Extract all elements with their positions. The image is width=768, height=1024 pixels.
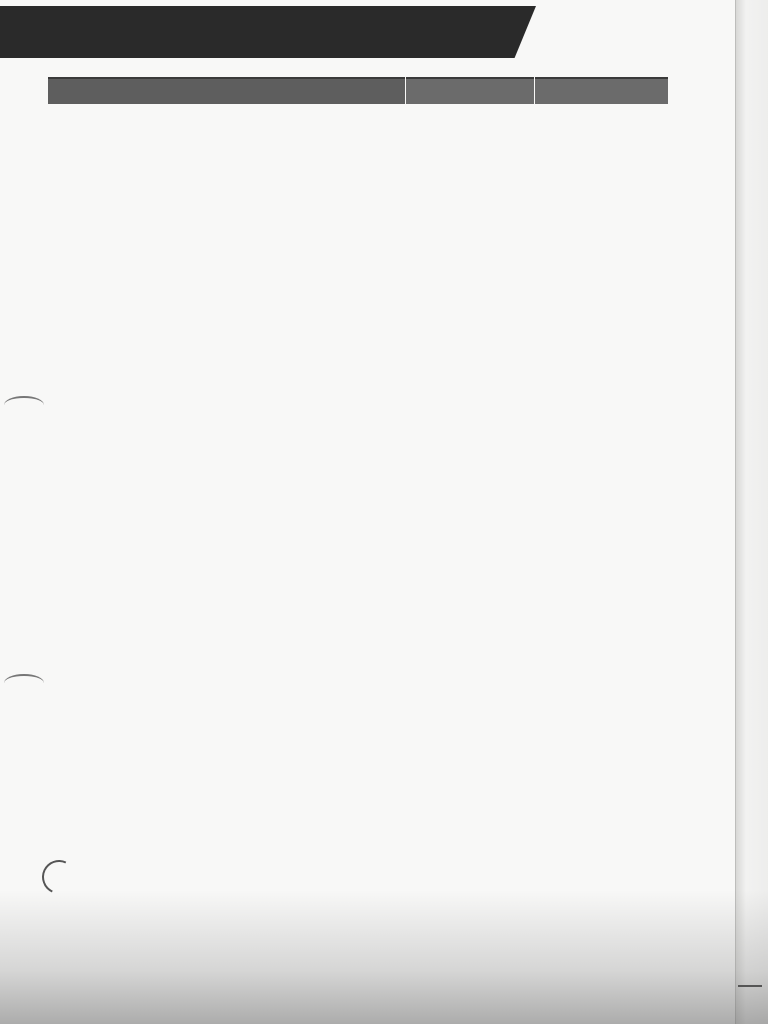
binding-mark bbox=[4, 674, 44, 692]
scan-shadow bbox=[0, 890, 768, 1024]
binding-mark bbox=[4, 396, 44, 414]
table-header bbox=[48, 77, 668, 104]
next-page-edge bbox=[735, 0, 768, 1024]
header-temi bbox=[48, 77, 405, 104]
header-comunicazione bbox=[406, 77, 534, 104]
header-collocazioni bbox=[535, 77, 668, 104]
title-banner bbox=[0, 6, 536, 58]
contents-table bbox=[48, 77, 668, 104]
corner-mark bbox=[738, 985, 762, 987]
